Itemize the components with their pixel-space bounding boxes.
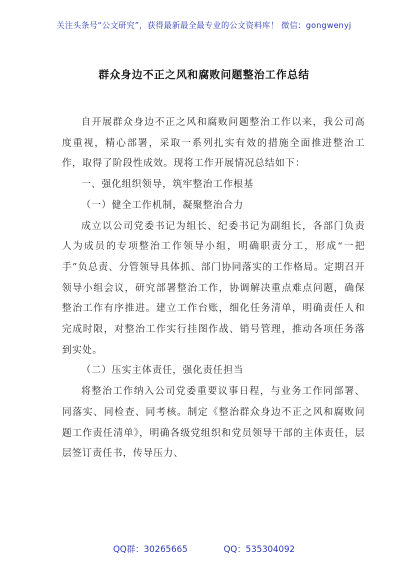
footer-qq: QQ：535304092 — [223, 545, 295, 555]
header-promo-note: 关注头条号“公文研究”，获得最新最全最专业的公文资料库！ 微信：gongwenyj — [56, 21, 352, 30]
subsection1-heading: （一）健全工作机制，凝聚整治合力 — [81, 199, 244, 211]
document-body — [62, 113, 365, 465]
subsection1-paragraph: 成立以公司党委书记为组长、纪委书记为副组长，各部门负责人为成员的专项整治工作领导小组，明确职责分工，形成“一把手”负总责、分管领导具体抓、部门协同落实的工作格局。定期召开领导小组会议，研究部署整治工作，协调解决重点难点问题，确保整治工作有序推进。建立工作台账，细化任务清单，明确责任人和完成时限，对整治工作实行挂图作战、销号管理，推动各项任务落到实处。 — [62, 220, 365, 356]
footer-qq-group: QQ群：30265665 — [113, 545, 188, 555]
intro-paragraph: 自开展群众身边不正之风和腐败问题整治工作以来，我公司高度重视，精心部署，采取一系列扎实有效的措施全面推进整治工作，取得了阶段性成效。现将工作开展情况总结如下： — [62, 117, 365, 170]
document-title: 群众身边不正之风和腐败问题整治工作总结 — [98, 69, 310, 81]
subsection2-heading: （二）压实主体责任，强化责任担当 — [81, 365, 244, 377]
footer-contact — [0, 543, 408, 555]
subsection2-paragraph: 将整治工作纳入公司党委重要议事日程，与业务工作同部署、同落实、同检查、同考核。制定《整治群众身边不正之风和腐败问题工作责任清单》，明确各级党组织和党员领导干部的主体责任，层层签订责任书，传导压力、 — [62, 386, 365, 460]
section1-heading: 一、强化组织领导，筑牢整治工作根基 — [81, 179, 254, 191]
